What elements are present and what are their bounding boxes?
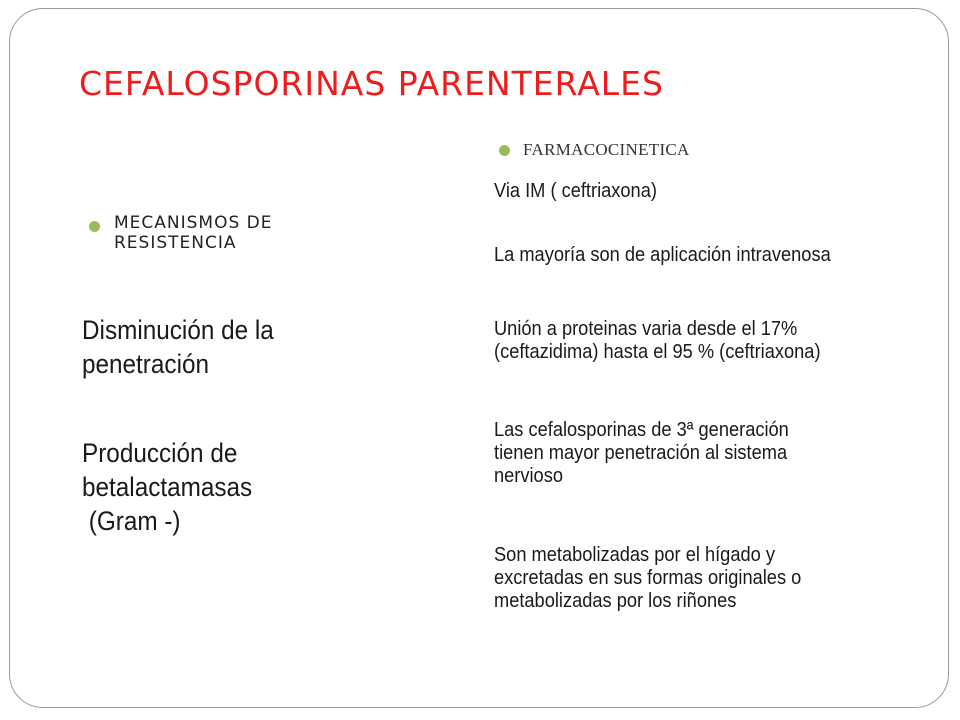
pk-paragraph-cns [494,418,930,487]
left-heading [114,213,374,253]
resistance-item-line: betalactamasas [82,472,253,502]
resistance-item-betalactamases [82,436,252,538]
pk-paragraph-metabolism [494,543,930,612]
pk-line: excretadas en sus formas originales o [494,566,802,589]
resistance-item-line: Disminución de la [82,315,274,345]
pk-line: Las cefalosporinas de 3ª generación [494,418,789,441]
pk-line: tienen mayor penetración al sistema [494,441,788,464]
right-heading: FARMACOCINETICA [523,140,690,159]
pk-paragraph-iv: La mayoría son de aplicación intravenosa [494,243,831,266]
bullet-icon [499,145,510,156]
left-heading-line2: RESISTENCIA [114,233,237,253]
pk-line: metabolizadas por los riñones [494,589,737,612]
pk-line: Son metabolizadas por el hígado y [494,543,775,566]
pk-line: Unión a proteinas varia desde el 17% [494,317,798,340]
resistance-item-line: (Gram -) [82,506,181,536]
pk-paragraph-im: Via IM ( ceftriaxona) [494,179,657,202]
resistance-item-line: Producción de [82,438,238,468]
slide-title: CEFALOSPORINAS PARENTERALES [79,64,664,103]
pk-line: nervioso [494,464,563,487]
pk-line: (ceftazidima) hasta el 95 % (ceftriaxona) [494,340,821,363]
bullet-icon [89,221,100,232]
resistance-item-line: penetración [82,349,209,379]
resistance-item-penetration [82,313,274,381]
left-heading-line1: MECANISMOS DE [114,213,273,233]
pk-paragraph-protein-binding [494,317,930,363]
